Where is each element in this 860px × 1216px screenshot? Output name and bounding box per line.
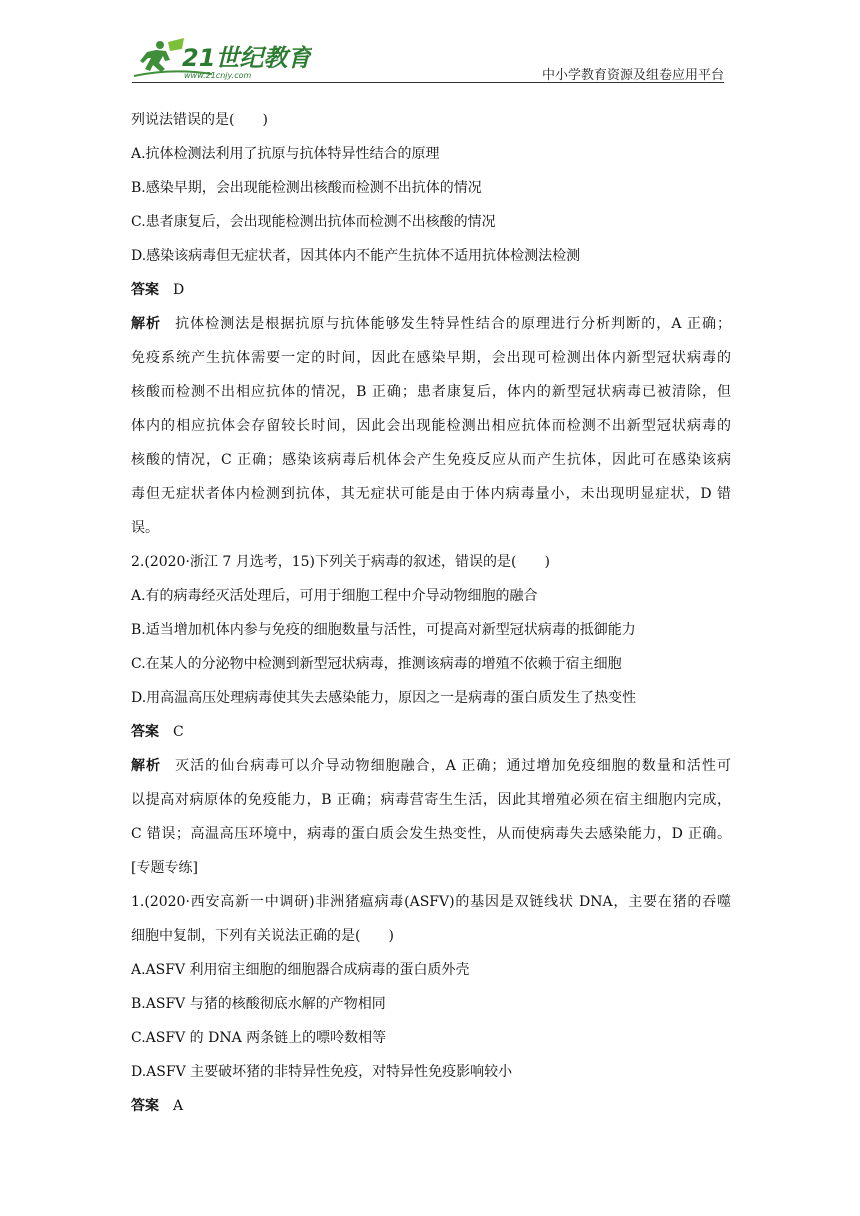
option-b: B.感染早期，会出现能检测出核酸而检测不出抗体的情况 — [131, 180, 482, 196]
answer-line — [131, 722, 731, 756]
explanation-line: 解析 抗体检测法是根据抗原与抗体能够发生特异性结合的原理进行分析判断的，A 正确； — [131, 316, 731, 332]
question-stem: 2.(2020·浙江 7 月选考，15)下列关于病毒的叙述，错误的是( ) — [131, 554, 550, 570]
answer-line — [131, 1096, 731, 1130]
explanation — [131, 314, 731, 552]
option-c: C.在某人的分泌物中检测到新型冠状病毒，推测该病毒的增殖不依赖于宿主细胞 — [131, 656, 622, 672]
question-stem-line: 1.(2020·西安高新一中调研)非洲猪瘟病毒(ASFV)的基因是双链线状 DNA，主要在猪的吞噬 — [131, 894, 731, 910]
question-stem-line: 细胞中复制，下列有关说法正确的是( ) — [131, 928, 394, 944]
explanation-line: 核酸的情况，C 正确；感染该病毒后机体会产生免疫反应从而产生抗体，因此可在感染该病 — [131, 452, 731, 468]
option-b: B.ASFV 与猪的核酸彻底水解的产物相同 — [131, 996, 386, 1012]
platform-name: 中小学教育资源及组卷应用平台 — [541, 68, 724, 83]
explanation-line: 误。 — [131, 520, 159, 536]
answer-label: 答案 — [131, 282, 159, 298]
option-d: D.ASFV 主要破坏猪的非特异性免疫，对特异性免疫影响较小 — [131, 1064, 513, 1080]
question-stem — [131, 892, 731, 960]
answer-value: C — [173, 724, 184, 740]
explanation-line: 免疫系统产生抗体需要一定的时间，因此在感染早期，会出现可检测出体内新型冠状病毒的 — [131, 350, 731, 366]
question-stem-tail: 列说法错误的是( ) — [131, 112, 268, 128]
explanation-label: 解析 — [131, 758, 162, 774]
option-b: B.适当增加机体内参与免疫的细胞数量与活性，可提高对新型冠状病毒的抵御能力 — [131, 622, 636, 638]
answer-line — [131, 280, 731, 314]
answer-label: 答案 — [131, 724, 159, 740]
logo-text: 21世纪教育 — [182, 44, 312, 72]
explanation-line: 毒但无症状者体内检测到抗体，其无症状可能是由于体内病毒量小，未出现明显症状，D 错 — [131, 486, 731, 502]
option-a: A.有的病毒经灭活处理后，可用于细胞工程中介导动物细胞的融合 — [131, 588, 538, 604]
header-rule — [132, 82, 724, 83]
explanation-line: 解析 灭活的仙台病毒可以介导动物细胞融合，A 正确；通过增加免疫细胞的数量和活性可 — [131, 758, 731, 774]
option-c: C.患者康复后，会出现能检测出抗体而检测不出核酸的情况 — [131, 214, 496, 230]
explanation-line: C 错误；高温高压环境中，病毒的蛋白质会发生热变性，从而使病毒失去感染能力，D 正确。 — [131, 826, 731, 842]
logo-url: www.21cnjy.com — [184, 71, 252, 80]
option-c: C.ASFV 的 DNA 两条链上的嘌呤数相等 — [131, 1030, 387, 1046]
explanation-line: 以提高对病原体的免疫能力，B 正确；病毒营寄生生活，因此其增殖必须在宿主细胞内完成， — [131, 792, 731, 808]
answer-value: D — [173, 282, 185, 298]
explanation-label: 解析 — [131, 316, 162, 332]
logo-graphic — [132, 36, 312, 80]
option-d: D.用高温高压处理病毒使其失去感染能力，原因之一是病毒的蛋白质发生了热变性 — [131, 690, 637, 706]
document-body — [131, 110, 731, 1130]
page-header — [132, 28, 724, 84]
option-a: A.ASFV 利用宿主细胞的细胞器合成病毒的蛋白质外壳 — [131, 962, 470, 978]
section-title: [专题专练] — [131, 860, 198, 876]
option-d: D.感染该病毒但无症状者，因其体内不能产生抗体不适用抗体检测法检测 — [131, 248, 581, 264]
explanation-line: 核酸而检测不出相应抗体的情况，B 正确；患者康复后，体内的新型冠状病毒已被清除，但 — [131, 384, 731, 400]
explanation-line: 体内的相应抗体会存留较长时间，因此会出现能检测出相应抗体而检测不出新型冠状病毒的 — [131, 418, 731, 434]
explanation — [131, 756, 731, 858]
answer-value: A — [173, 1098, 184, 1114]
option-a: A.抗体检测法利用了抗原与抗体特异性结合的原理 — [131, 146, 440, 162]
site-logo — [132, 36, 312, 80]
answer-label: 答案 — [131, 1098, 159, 1114]
